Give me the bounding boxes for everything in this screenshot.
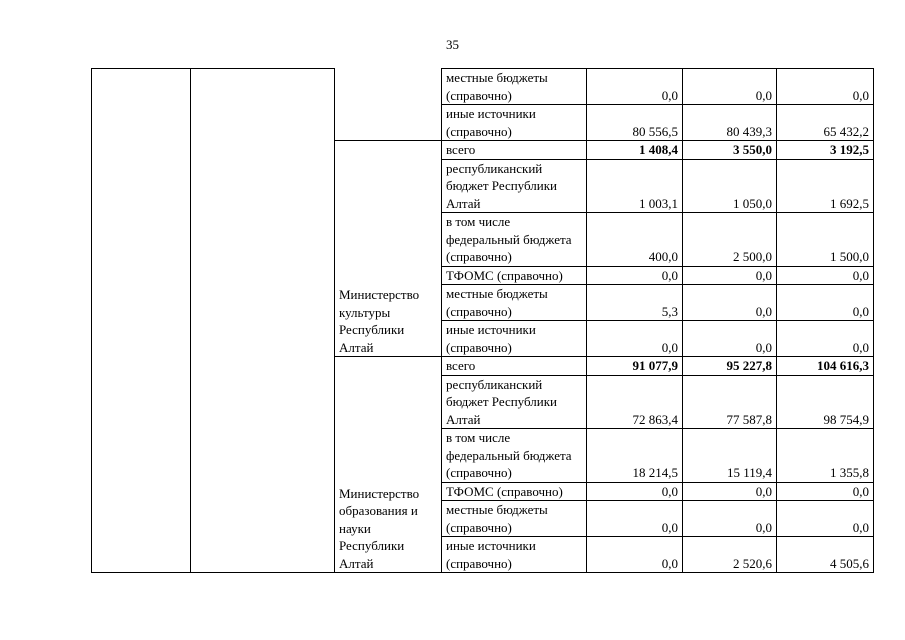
value-cell: 0,0 (587, 537, 683, 573)
source-label: иные источники (справочно) (442, 105, 587, 141)
value-cell: 0,0 (587, 482, 683, 501)
value-cell: 0,0 (777, 285, 874, 321)
value-cell: 0,0 (777, 501, 874, 537)
value-cell: 0,0 (777, 482, 874, 501)
value-cell: 0,0 (587, 266, 683, 285)
source-label: местные бюджеты (справочно) (442, 501, 587, 537)
budget-table (91, 68, 874, 573)
value-cell: 0,0 (777, 321, 874, 357)
blank-col-2 (191, 69, 335, 573)
ministry-name: Министерство культуры Республики Алтай (335, 141, 442, 357)
source-label: в том числе федеральный бюджета (справочно) (442, 213, 587, 267)
value-cell: 3 550,0 (683, 141, 777, 160)
value-cell: 80 556,5 (587, 105, 683, 141)
table-row (92, 69, 874, 105)
value-cell: 98 754,9 (777, 375, 874, 429)
value-cell: 0,0 (683, 501, 777, 537)
page-number: 35 (446, 37, 459, 52)
source-label: иные источники (справочно) (442, 537, 587, 573)
value-cell: 4 505,6 (777, 537, 874, 573)
value-cell: 1 500,0 (777, 213, 874, 267)
source-label: ТФОМС (справочно) (442, 482, 587, 501)
source-label: республиканский бюджет Республики Алтай (442, 375, 587, 429)
value-cell: 2 500,0 (683, 213, 777, 267)
value-cell: 3 192,5 (777, 141, 874, 160)
source-label: республиканский бюджет Республики Алтай (442, 159, 587, 213)
value-cell: 1 408,4 (587, 141, 683, 160)
value-cell: 0,0 (683, 321, 777, 357)
value-cell: 0,0 (777, 69, 874, 105)
value-cell: 65 432,2 (777, 105, 874, 141)
source-label: местные бюджеты (справочно) (442, 285, 587, 321)
value-cell: 0,0 (683, 285, 777, 321)
value-cell: 0,0 (683, 69, 777, 105)
value-cell: 0,0 (777, 266, 874, 285)
source-label: всего (442, 141, 587, 160)
value-cell: 400,0 (587, 213, 683, 267)
value-cell: 0,0 (587, 69, 683, 105)
value-cell: 104 616,3 (777, 357, 874, 376)
value-cell: 2 520,6 (683, 537, 777, 573)
value-cell: 1 003,1 (587, 159, 683, 213)
value-cell: 0,0 (587, 501, 683, 537)
value-cell: 15 119,4 (683, 429, 777, 483)
source-label: всего (442, 357, 587, 376)
value-cell: 0,0 (683, 482, 777, 501)
source-label: местные бюджеты (справочно) (442, 69, 587, 105)
value-cell: 91 077,9 (587, 357, 683, 376)
value-cell: 77 587,8 (683, 375, 777, 429)
value-cell: 72 863,4 (587, 375, 683, 429)
source-label: в том числе федеральный бюджета (справочно) (442, 429, 587, 483)
ministry-name: Министерство образования и науки Республики Алтай (335, 357, 442, 573)
value-cell: 1 355,8 (777, 429, 874, 483)
source-label: ТФОМС (справочно) (442, 266, 587, 285)
value-cell: 95 227,8 (683, 357, 777, 376)
value-cell: 18 214,5 (587, 429, 683, 483)
value-cell: 5,3 (587, 285, 683, 321)
value-cell: 1 050,0 (683, 159, 777, 213)
value-cell: 1 692,5 (777, 159, 874, 213)
value-cell: 0,0 (587, 321, 683, 357)
value-cell: 80 439,3 (683, 105, 777, 141)
source-label: иные источники (справочно) (442, 321, 587, 357)
blank-org-cell (335, 69, 442, 141)
value-cell: 0,0 (683, 266, 777, 285)
blank-col-1 (92, 69, 191, 573)
